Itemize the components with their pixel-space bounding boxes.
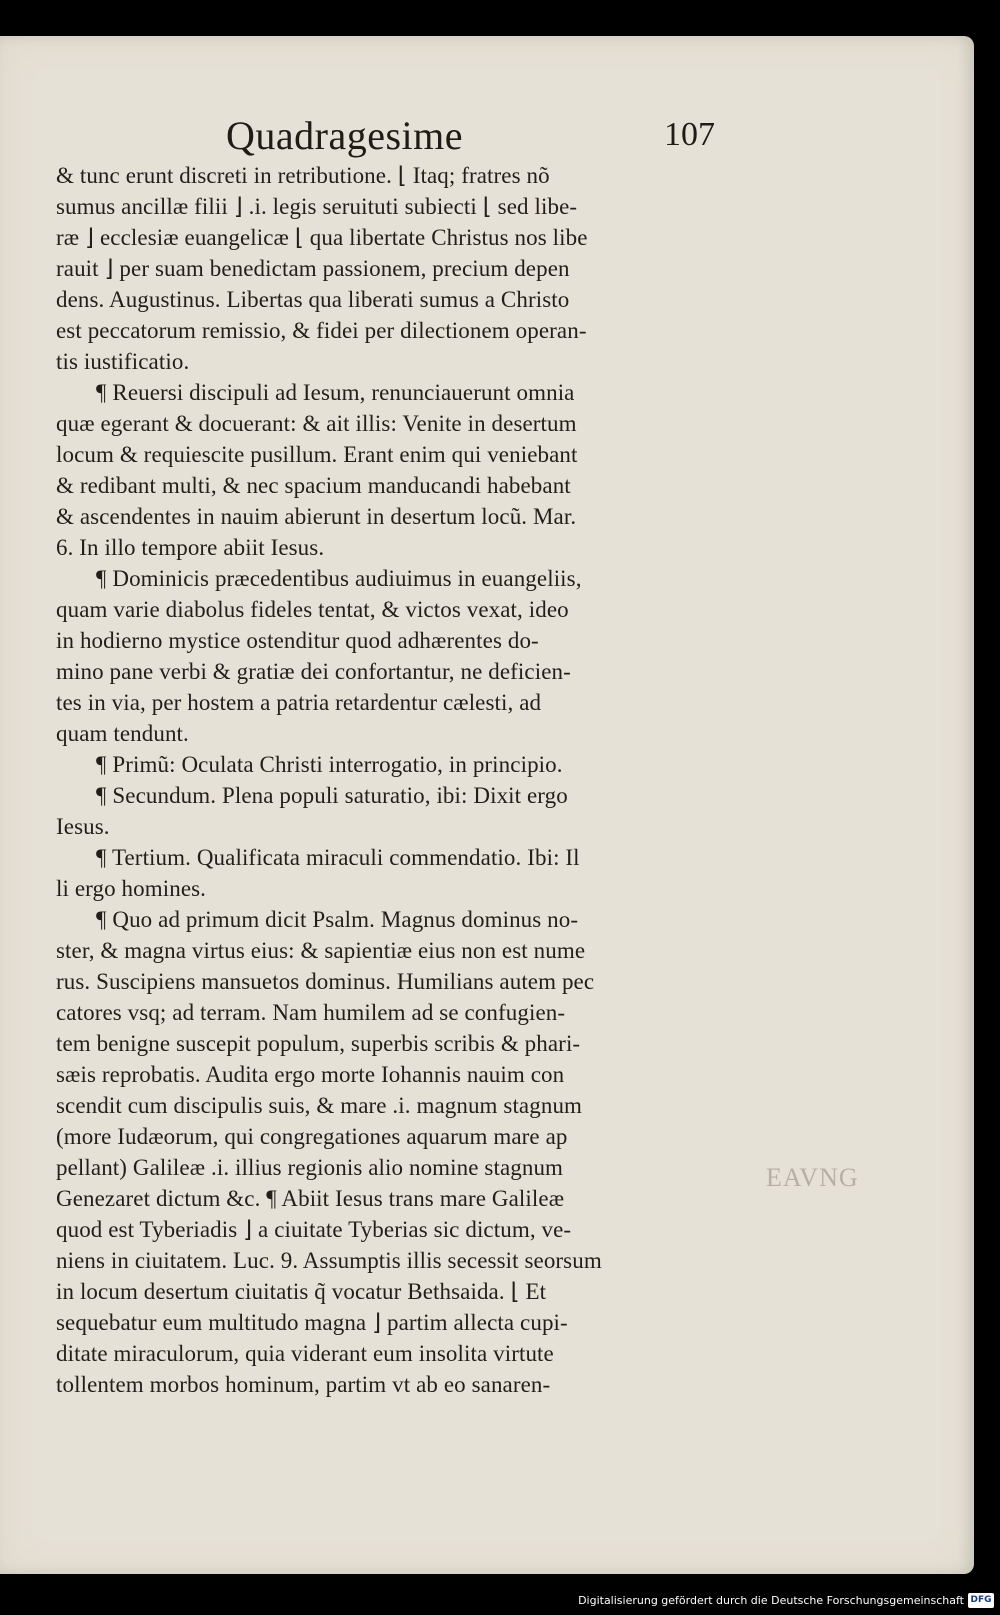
text-line: catores vsq; ad terram. Nam humilem ad se confugien- <box>56 1000 566 1025</box>
text-line: li ergo homines. <box>56 876 207 901</box>
text-line: & redibant multi, & nec spacium manducandi habebant <box>56 473 571 498</box>
text-line: niens in ciuitatem. Luc. 9. Assumptis illis secessit seorsum <box>56 1248 602 1273</box>
text-line: Iesus. <box>56 814 110 839</box>
text-line: tollentem morbos hominum, partim vt ab eo sanaren- <box>56 1372 551 1397</box>
paragraph-start-line: ¶ Reuersi discipuli ad Iesum, renunciauerunt omnia <box>96 380 575 405</box>
text-line: est peccatorum remissio, & fidei per dilectionem operan- <box>56 318 587 343</box>
text-line: sumus ancillæ filii ⌋ .i. legis seruituti subiecti ⌊ sed libe- <box>56 194 578 219</box>
text-line: sequebatur eum multitudo magna ⌋ partim allecta cupi- <box>56 1310 568 1335</box>
text-line: (more Iudæorum, qui congregationes aquarum mare ap <box>56 1124 568 1149</box>
text-line: sæis reprobatis. Audita ergo morte Iohannis nauim con <box>56 1062 565 1087</box>
page-header <box>0 112 974 164</box>
dfg-logo: DFG <box>968 1593 994 1608</box>
text-line: rauit ⌋ per suam benedictam passionem, precium depen <box>56 256 570 281</box>
digitization-footer <box>0 1590 1000 1615</box>
text-line: tem benigne suscepit populum, superbis scribis & phari- <box>56 1031 581 1056</box>
paragraph-start-line: ¶ Tertium. Qualificata miraculi commendatio. Ibi: Il <box>96 845 580 870</box>
book-page <box>0 36 974 1574</box>
body-text <box>56 160 756 1400</box>
text-line: quam varie diabolus fideles tentat, & victos vexat, ideo <box>56 597 569 622</box>
text-line: rus. Suscipiens mansuetos dominus. Humilians autem pec <box>56 969 595 994</box>
text-line: & tunc erunt discreti in retributione. ⌊ Itaq; fratres nõ <box>56 163 550 188</box>
text-line: in hodierno mystice ostenditur quod adhærentes do- <box>56 628 539 653</box>
text-line: ditate miraculorum, quia viderant eum insolita virtute <box>56 1341 554 1366</box>
text-line: & ascendentes in nauim abierunt in desertum locũ. Mar. <box>56 504 577 529</box>
text-line: dens. Augustinus. Libertas qua liberati sumus a Christo <box>56 287 570 312</box>
paragraph-start-line: ¶ Secundum. Plena populi saturatio, ibi: Dixit ergo <box>96 783 568 808</box>
paragraph-start-line: ¶ Dominicis præcedentibus audiuimus in euangeliis, <box>96 566 582 591</box>
text-line: quod est Tyberiadis ⌋ a ciuitate Tyberias sic dictum, ve- <box>56 1217 572 1242</box>
text-line: locum & requiescite pusillum. Erant enim qui veniebant <box>56 442 578 467</box>
text-line: in locum desertum ciuitatis q̃ vocatur Bethsaida. ⌊ Et <box>56 1279 547 1304</box>
text-line: pellant) Galileæ .i. illius regionis alio nomine stagnum <box>56 1155 564 1180</box>
text-line: ræ ⌋ ecclesiæ euangelicæ ⌊ qua libertate Christus nos libe <box>56 225 588 250</box>
text-line: tis iustificatio. <box>56 349 190 374</box>
text-line: scendit cum discipulis suis, & mare .i. magnum stagnum <box>56 1093 583 1118</box>
text-line: 6. In illo tempore abiit Iesus. <box>56 535 325 560</box>
show-through-text: EAVNG <box>766 1163 859 1192</box>
text-line: mino pane verbi & gratiæ dei confortantur, ne deficien- <box>56 659 571 684</box>
text-line: quam tendunt. <box>56 721 189 746</box>
page-number: 107 <box>664 116 715 153</box>
text-line: quæ egerant & docuerant: & ait illis: Venite in desertum <box>56 411 577 436</box>
funding-credit: Digitalisierung gefördert durch die Deutsche Forschungsgemeinschaft <box>578 1594 964 1607</box>
text-line: Genezaret dictum &c. ¶ Abiit Iesus trans mare Galileæ <box>56 1186 565 1211</box>
text-line: tes in via, per hostem a patria retardentur cælesti, ad <box>56 690 542 715</box>
paragraph-start-line: ¶ Quo ad primum dicit Psalm. Magnus dominus no- <box>96 907 579 932</box>
paragraph-start-line: ¶ Primũ: Oculata Christi interrogatio, in principio. <box>96 752 563 777</box>
running-head: Quadragesime <box>226 113 464 158</box>
text-line: ster, & magna virtus eius: & sapientiæ eius non est nume <box>56 938 586 963</box>
